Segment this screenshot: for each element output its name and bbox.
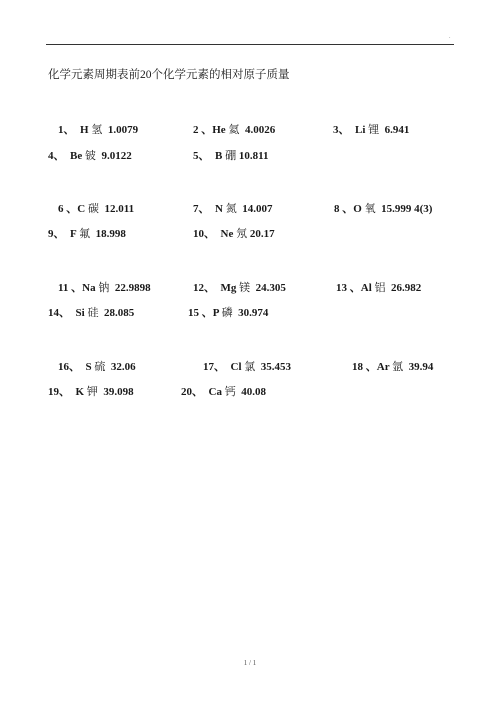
element-mass: 6.941 bbox=[384, 124, 410, 136]
element-number: 20、 bbox=[181, 386, 203, 398]
element-entry-n bbox=[193, 200, 272, 216]
element-symbol: Mg bbox=[220, 282, 237, 294]
element-name: 磷 bbox=[221, 307, 233, 319]
element-name: 钾 bbox=[86, 386, 98, 398]
element-mass: 40.08 bbox=[241, 386, 266, 398]
element-name: 氩 bbox=[392, 361, 404, 373]
element-symbol: Ca bbox=[208, 386, 222, 398]
element-name: 氯 bbox=[244, 361, 256, 373]
element-entry-b bbox=[193, 147, 269, 163]
element-number: 19、 bbox=[48, 386, 70, 398]
element-entry-be bbox=[48, 147, 132, 163]
element-name: 氖 bbox=[236, 228, 248, 240]
element-entry-na bbox=[58, 279, 151, 295]
element-entry-c bbox=[58, 200, 134, 216]
element-name: 铍 bbox=[84, 150, 96, 162]
element-entry-he bbox=[193, 121, 275, 137]
element-number: 8 、 bbox=[334, 203, 354, 215]
element-entry-si bbox=[48, 304, 134, 320]
element-symbol: K bbox=[75, 386, 85, 398]
element-mass: 20.17 bbox=[249, 228, 275, 240]
element-mass: 32.06 bbox=[110, 361, 136, 373]
element-number: 13 、 bbox=[336, 282, 361, 294]
element-entry-f bbox=[48, 225, 126, 241]
element-mass: 4.0026 bbox=[244, 124, 276, 136]
element-number: 6 、 bbox=[58, 203, 78, 215]
element-number: 7、 bbox=[193, 203, 210, 215]
element-number: 18 、 bbox=[352, 361, 377, 373]
element-name: 氢 bbox=[91, 124, 103, 136]
element-symbol: Ar bbox=[376, 361, 390, 373]
element-mass: 12.011 bbox=[104, 203, 135, 215]
element-number: 10、 bbox=[193, 228, 215, 240]
element-entry-p bbox=[188, 304, 268, 320]
element-name: 氟 bbox=[79, 228, 91, 240]
element-symbol: H bbox=[80, 124, 89, 136]
element-symbol: Si bbox=[75, 307, 85, 319]
element-mass: 1.0079 bbox=[107, 124, 139, 136]
element-entry-o bbox=[334, 200, 432, 216]
page-number: 1 / 1 bbox=[243, 659, 257, 667]
element-name: 钙 bbox=[224, 386, 236, 398]
element-mass: 9.0122 bbox=[101, 150, 132, 162]
element-number: 3、 bbox=[333, 124, 350, 136]
element-name: 硅 bbox=[87, 307, 99, 319]
element-symbol: O bbox=[353, 203, 362, 215]
element-symbol: Al bbox=[360, 282, 372, 294]
element-number: 15 、 bbox=[188, 307, 213, 319]
element-number: 2 、 bbox=[193, 124, 213, 136]
element-mass: 39.94 bbox=[408, 361, 434, 373]
element-entry-cl bbox=[203, 358, 291, 374]
element-mass: 18.998 bbox=[95, 228, 126, 240]
element-number: 14、 bbox=[48, 307, 70, 319]
element-entry-s bbox=[58, 358, 136, 374]
element-symbol: B bbox=[215, 150, 223, 162]
element-entry-al bbox=[336, 279, 421, 295]
element-entry-k bbox=[48, 383, 134, 399]
element-mass: 30.974 bbox=[238, 307, 269, 319]
page-title: 化学元素周期表前20个化学元素的相对原子质量 bbox=[48, 69, 290, 81]
element-entry-ca bbox=[181, 383, 266, 399]
element-entry-h bbox=[58, 121, 138, 137]
element-entry-ar bbox=[352, 358, 433, 374]
element-number: 4、 bbox=[48, 150, 65, 162]
element-number: 17、 bbox=[203, 361, 225, 373]
element-symbol: C bbox=[77, 203, 86, 215]
element-name: 氦 bbox=[228, 124, 240, 136]
element-mass: 39.098 bbox=[103, 386, 134, 398]
element-number: 11 、 bbox=[58, 282, 83, 294]
element-name: 氮 bbox=[225, 203, 237, 215]
element-symbol: F bbox=[70, 228, 77, 240]
element-mass: 14.007 bbox=[242, 203, 273, 215]
element-mass: 15.999 4(3) bbox=[381, 203, 433, 215]
element-name: 钠 bbox=[98, 282, 110, 294]
element-mass: 35.453 bbox=[260, 361, 291, 373]
element-number: 9、 bbox=[48, 228, 65, 240]
element-mass: 26.982 bbox=[391, 282, 422, 294]
element-entry-li bbox=[333, 121, 409, 137]
element-name: 铝 bbox=[374, 282, 386, 294]
header-rule bbox=[46, 44, 454, 45]
corner-mark: . bbox=[449, 34, 451, 40]
element-mass: 28.085 bbox=[103, 307, 135, 319]
element-symbol: Na bbox=[82, 282, 96, 294]
element-mass: 24.305 bbox=[255, 282, 286, 294]
element-number: 5、 bbox=[193, 150, 210, 162]
element-name: 硼 bbox=[225, 150, 237, 162]
element-number: 16、 bbox=[58, 361, 80, 373]
element-mass: 22.9898 bbox=[114, 282, 151, 294]
element-entry-mg bbox=[193, 279, 286, 295]
element-symbol: Cl bbox=[230, 361, 242, 373]
element-symbol: N bbox=[215, 203, 223, 215]
element-name: 氧 bbox=[364, 203, 376, 215]
element-number: 1、 bbox=[58, 124, 75, 136]
element-number: 12、 bbox=[193, 282, 215, 294]
element-symbol: Be bbox=[70, 150, 83, 162]
element-symbol: P bbox=[212, 307, 219, 319]
element-symbol: Ne bbox=[220, 228, 234, 240]
element-name: 镁 bbox=[239, 282, 251, 294]
element-symbol: He bbox=[212, 124, 226, 136]
element-mass: 10.811 bbox=[238, 150, 269, 162]
element-name: 锂 bbox=[368, 124, 380, 136]
element-symbol: Li bbox=[355, 124, 366, 136]
element-name: 硫 bbox=[94, 361, 106, 373]
element-name: 碳 bbox=[87, 203, 99, 215]
element-symbol: S bbox=[85, 361, 92, 373]
element-entry-ne bbox=[193, 225, 275, 241]
